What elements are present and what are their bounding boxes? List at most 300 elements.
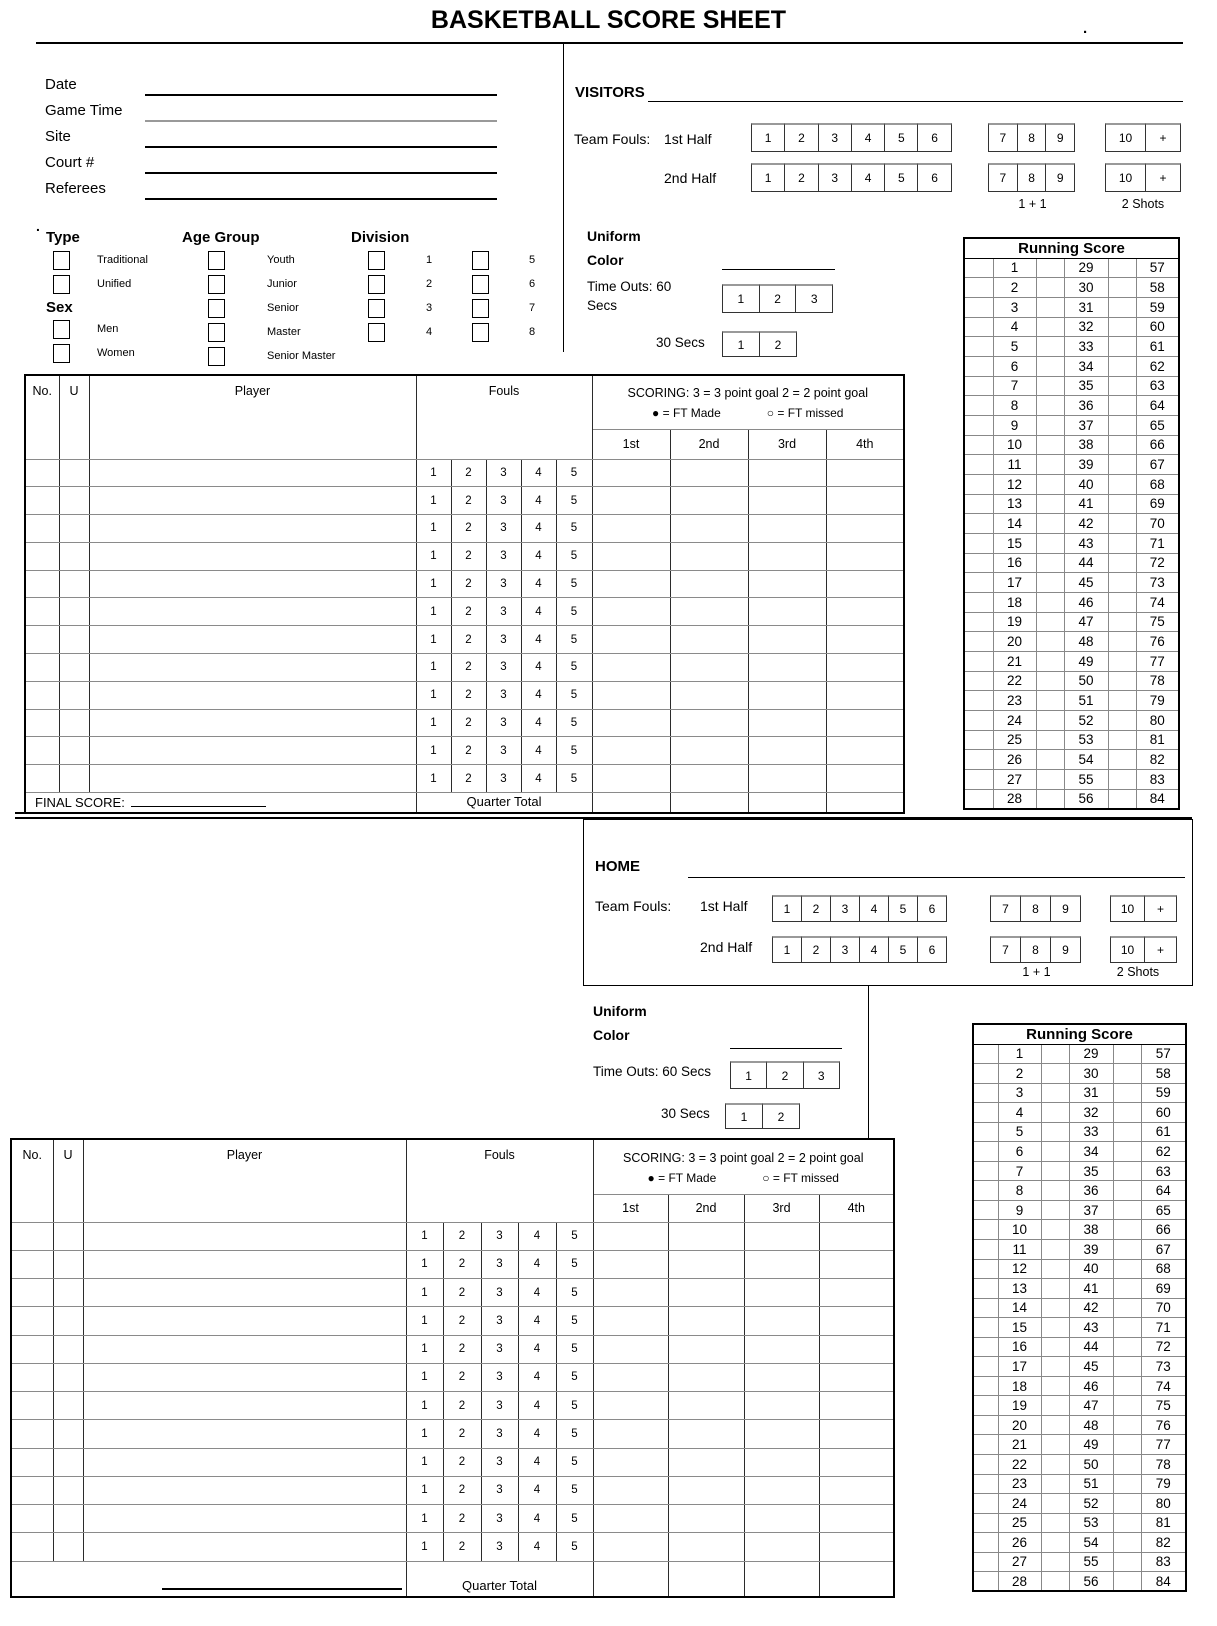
running-score-mark-cell[interactable] [964,553,993,573]
player-no-cell[interactable] [25,542,59,570]
running-score-number[interactable]: 48 [1069,1415,1113,1435]
running-score-mark-cell[interactable] [973,1142,998,1162]
foul-count-cell[interactable]: 2 [451,515,486,543]
home-color-line[interactable] [730,1031,842,1049]
player-u-cell[interactable] [59,765,89,793]
visitors-team-foul-box[interactable]: 1 [751,123,785,152]
running-score-number[interactable]: 23 [998,1474,1041,1494]
home-team-foul-box[interactable]: 9 [1050,936,1081,963]
running-score-number[interactable]: 67 [1141,1239,1186,1259]
running-score-number[interactable]: 15 [993,533,1036,553]
running-score-mark-cell[interactable] [1041,1494,1069,1514]
player-u-cell[interactable] [59,654,89,682]
running-score-mark-cell[interactable] [1041,1181,1069,1201]
running-score-mark-cell[interactable] [1113,1376,1141,1396]
running-score-number[interactable]: 47 [1069,1396,1113,1416]
running-score-mark-cell[interactable] [1036,730,1064,750]
running-score-number[interactable]: 27 [998,1552,1041,1572]
foul-count-cell[interactable]: 2 [443,1505,481,1533]
foul-count-cell[interactable]: 1 [406,1448,443,1476]
quarter-score-cell[interactable] [826,626,904,654]
division-checkbox[interactable] [368,299,385,318]
foul-count-cell[interactable]: 3 [481,1505,518,1533]
running-score-number[interactable]: 46 [1069,1376,1113,1396]
quarter-score-cell[interactable] [819,1533,894,1561]
division-checkbox[interactable] [472,299,489,318]
visitors-team-foul-box[interactable]: 5 [884,123,918,152]
foul-count-cell[interactable]: 4 [521,737,556,765]
player-no-cell[interactable] [25,765,59,793]
quarter-score-cell[interactable] [670,737,748,765]
quarter-score-cell[interactable] [592,459,670,487]
quarter-score-cell[interactable] [744,1250,819,1278]
running-score-mark-cell[interactable] [973,1122,998,1142]
quarter-score-cell[interactable] [826,515,904,543]
running-score-mark-cell[interactable] [1108,514,1136,534]
foul-count-cell[interactable]: 4 [521,487,556,515]
info-field-line[interactable] [145,146,497,148]
running-score-mark-cell[interactable] [964,455,993,475]
foul-count-cell[interactable]: 5 [556,737,592,765]
foul-count-cell[interactable]: 4 [518,1222,556,1250]
final-score-line[interactable] [131,794,266,807]
running-score-mark-cell[interactable] [973,1259,998,1279]
info-field-line[interactable] [145,94,497,96]
quarter-score-cell[interactable] [668,1363,744,1391]
player-no-cell[interactable] [25,626,59,654]
running-score-mark-cell[interactable] [1036,337,1064,357]
running-score-mark-cell[interactable] [964,612,993,632]
visitors-team-foul-box[interactable]: 3 [818,123,852,152]
running-score-mark-cell[interactable] [1036,769,1064,789]
foul-count-cell[interactable]: 1 [406,1250,443,1278]
home-team-foul-box[interactable]: 7 [990,895,1021,922]
running-score-mark-cell[interactable] [1036,356,1064,376]
type-checkbox[interactable] [53,251,70,270]
running-score-mark-cell[interactable] [1113,1161,1141,1181]
running-score-mark-cell[interactable] [973,1396,998,1416]
player-no-cell[interactable] [11,1279,53,1307]
foul-count-cell[interactable]: 1 [406,1222,443,1250]
foul-count-cell[interactable]: 1 [406,1335,443,1363]
visitors-team-foul-box[interactable]: 9 [1045,163,1075,192]
quarter-score-cell[interactable] [748,487,826,515]
running-score-mark-cell[interactable] [1108,258,1136,278]
home-team-foul-box[interactable]: 6 [917,936,947,963]
quarter-score-cell[interactable] [826,709,904,737]
running-score-mark-cell[interactable] [973,1474,998,1494]
running-score-number[interactable]: 41 [1064,494,1108,514]
running-score-number[interactable]: 65 [1136,415,1179,435]
running-score-number[interactable]: 32 [1064,317,1108,337]
running-score-mark-cell[interactable] [964,651,993,671]
home-team-foul-box[interactable]: 7 [990,936,1021,963]
running-score-number[interactable]: 19 [993,612,1036,632]
running-score-number[interactable]: 51 [1064,691,1108,711]
player-name-cell[interactable] [89,459,416,487]
running-score-number[interactable]: 71 [1141,1318,1186,1338]
running-score-number[interactable]: 42 [1064,514,1108,534]
foul-count-cell[interactable]: 1 [416,765,451,793]
running-score-number[interactable]: 71 [1136,533,1179,553]
player-no-cell[interactable] [11,1420,53,1448]
foul-count-cell[interactable]: 3 [481,1420,518,1448]
home-team-foul-box[interactable]: 10 [1110,895,1145,922]
quarter-score-cell[interactable] [592,598,670,626]
quarter-score-cell[interactable] [593,1420,668,1448]
player-name-cell[interactable] [83,1363,406,1391]
running-score-mark-cell[interactable] [1036,553,1064,573]
running-score-mark-cell[interactable] [1113,1435,1141,1455]
running-score-mark-cell[interactable] [1113,1494,1141,1514]
foul-count-cell[interactable]: 4 [521,626,556,654]
running-score-number[interactable]: 58 [1141,1064,1186,1084]
quarter-score-cell[interactable] [593,1448,668,1476]
running-score-number[interactable]: 8 [998,1181,1041,1201]
visitors-team-foul-box[interactable]: 8 [1017,163,1047,192]
running-score-number[interactable]: 45 [1064,573,1108,593]
foul-count-cell[interactable]: 3 [481,1250,518,1278]
player-no-cell[interactable] [11,1448,53,1476]
foul-count-cell[interactable]: 4 [518,1279,556,1307]
running-score-mark-cell[interactable] [1108,278,1136,298]
running-score-number[interactable]: 11 [998,1239,1041,1259]
running-score-mark-cell[interactable] [1113,1083,1141,1103]
foul-count-cell[interactable]: 4 [518,1250,556,1278]
foul-count-cell[interactable]: 3 [486,570,521,598]
running-score-number[interactable]: 82 [1136,750,1179,770]
quarter-score-cell[interactable] [748,765,826,793]
info-field-line[interactable] [145,172,497,174]
visitors-team-foul-box[interactable]: 6 [917,123,951,152]
visitors-team-foul-box[interactable]: 5 [884,163,918,192]
foul-count-cell[interactable]: 2 [451,765,486,793]
player-u-cell[interactable] [53,1476,83,1504]
foul-count-cell[interactable]: 4 [521,598,556,626]
foul-count-cell[interactable]: 2 [443,1533,481,1561]
running-score-mark-cell[interactable] [973,1337,998,1357]
running-score-number[interactable]: 62 [1136,356,1179,376]
player-u-cell[interactable] [53,1448,83,1476]
running-score-mark-cell[interactable] [1041,1396,1069,1416]
age-group-checkbox[interactable] [208,275,225,294]
foul-count-cell[interactable]: 4 [518,1533,556,1561]
quarter-score-cell[interactable] [748,709,826,737]
division-checkbox[interactable] [368,275,385,294]
running-score-number[interactable]: 4 [993,317,1036,337]
player-name-cell[interactable] [83,1448,406,1476]
running-score-mark-cell[interactable] [1113,1239,1141,1259]
foul-count-cell[interactable]: 3 [481,1279,518,1307]
running-score-mark-cell[interactable] [1041,1435,1069,1455]
quarter-score-cell[interactable] [593,1335,668,1363]
foul-count-cell[interactable]: 4 [518,1448,556,1476]
running-score-number[interactable]: 84 [1136,789,1179,809]
home-team-foul-box[interactable]: 4 [859,895,889,922]
foul-count-cell[interactable]: 1 [416,515,451,543]
foul-count-cell[interactable]: 3 [486,737,521,765]
running-score-mark-cell[interactable] [973,1181,998,1201]
quarter-score-cell[interactable] [592,654,670,682]
quarter-score-cell[interactable] [668,1420,744,1448]
running-score-number[interactable]: 77 [1141,1435,1186,1455]
quarter-score-cell[interactable] [826,598,904,626]
running-score-number[interactable]: 6 [993,356,1036,376]
player-u-cell[interactable] [53,1533,83,1561]
running-score-mark-cell[interactable] [973,1376,998,1396]
quarter-total-cell[interactable] [826,793,904,813]
foul-count-cell[interactable]: 3 [486,681,521,709]
running-score-number[interactable]: 51 [1069,1474,1113,1494]
running-score-mark-cell[interactable] [973,1200,998,1220]
running-score-mark-cell[interactable] [1113,1220,1141,1240]
player-no-cell[interactable] [11,1335,53,1363]
quarter-score-cell[interactable] [748,598,826,626]
player-u-cell[interactable] [59,542,89,570]
running-score-mark-cell[interactable] [1041,1142,1069,1162]
player-name-cell[interactable] [89,570,416,598]
running-score-mark-cell[interactable] [964,533,993,553]
running-score-mark-cell[interactable] [1108,435,1136,455]
running-score-number[interactable]: 43 [1069,1318,1113,1338]
running-score-mark-cell[interactable] [1113,1200,1141,1220]
home-team-foul-box[interactable]: 8 [1020,895,1051,922]
home-team-foul-box[interactable]: 1 [772,936,802,963]
division-checkbox[interactable] [368,323,385,342]
player-name-cell[interactable] [83,1505,406,1533]
quarter-score-cell[interactable] [592,737,670,765]
running-score-mark-cell[interactable] [1113,1337,1141,1357]
home-timeout60-box[interactable]: 3 [803,1061,840,1089]
age-group-checkbox[interactable] [208,299,225,318]
running-score-number[interactable]: 36 [1069,1181,1113,1201]
running-score-number[interactable]: 44 [1064,553,1108,573]
running-score-mark-cell[interactable] [1108,455,1136,475]
quarter-score-cell[interactable] [819,1476,894,1504]
running-score-number[interactable]: 27 [993,769,1036,789]
age-group-checkbox[interactable] [208,323,225,342]
quarter-score-cell[interactable] [748,515,826,543]
running-score-number[interactable]: 31 [1069,1083,1113,1103]
running-score-mark-cell[interactable] [1036,376,1064,396]
home-timeout60-box[interactable]: 2 [766,1061,803,1089]
running-score-mark-cell[interactable] [1108,750,1136,770]
running-score-mark-cell[interactable] [1113,1474,1141,1494]
foul-count-cell[interactable]: 3 [481,1533,518,1561]
running-score-number[interactable]: 29 [1064,258,1108,278]
running-score-number[interactable]: 35 [1069,1161,1113,1181]
player-no-cell[interactable] [11,1392,53,1420]
running-score-number[interactable]: 49 [1069,1435,1113,1455]
running-score-number[interactable]: 1 [993,258,1036,278]
player-no-cell[interactable] [11,1250,53,1278]
running-score-mark-cell[interactable] [1108,533,1136,553]
running-score-mark-cell[interactable] [1113,1533,1141,1553]
running-score-number[interactable]: 39 [1069,1239,1113,1259]
running-score-number[interactable]: 40 [1069,1259,1113,1279]
player-no-cell[interactable] [25,598,59,626]
foul-count-cell[interactable]: 5 [556,515,592,543]
visitors-team-foul-box[interactable]: 2 [784,123,818,152]
foul-count-cell[interactable]: 3 [481,1307,518,1335]
running-score-mark-cell[interactable] [964,396,993,416]
running-score-number[interactable]: 46 [1064,592,1108,612]
running-score-number[interactable]: 38 [1064,435,1108,455]
player-u-cell[interactable] [53,1250,83,1278]
foul-count-cell[interactable]: 2 [443,1392,481,1420]
running-score-mark-cell[interactable] [973,1064,998,1084]
player-u-cell[interactable] [59,709,89,737]
running-score-number[interactable]: 54 [1064,750,1108,770]
player-no-cell[interactable] [25,515,59,543]
quarter-score-cell[interactable] [593,1392,668,1420]
running-score-number[interactable]: 23 [993,691,1036,711]
home-team-foul-box[interactable]: 2 [801,936,831,963]
running-score-mark-cell[interactable] [964,592,993,612]
running-score-number[interactable]: 24 [993,710,1036,730]
quarter-score-cell[interactable] [744,1448,819,1476]
player-name-cell[interactable] [89,626,416,654]
quarter-score-cell[interactable] [744,1222,819,1250]
running-score-number[interactable]: 58 [1136,278,1179,298]
player-name-cell[interactable] [83,1533,406,1561]
quarter-total-cell[interactable] [744,1561,819,1597]
visitors-team-foul-box[interactable]: 1 [751,163,785,192]
foul-count-cell[interactable]: 2 [451,598,486,626]
foul-count-cell[interactable]: 4 [518,1392,556,1420]
running-score-number[interactable]: 74 [1141,1376,1186,1396]
running-score-number[interactable]: 64 [1141,1181,1186,1201]
player-no-cell[interactable] [25,709,59,737]
visitors-timeout60-box[interactable]: 3 [795,284,833,313]
foul-count-cell[interactable]: 4 [521,542,556,570]
visitors-team-foul-box[interactable]: 2 [784,163,818,192]
running-score-number[interactable]: 14 [993,514,1036,534]
home-team-foul-box[interactable]: 1 [772,895,802,922]
foul-count-cell[interactable]: 4 [518,1363,556,1391]
home-team-foul-box[interactable]: 3 [830,895,860,922]
foul-count-cell[interactable]: 1 [406,1307,443,1335]
running-score-mark-cell[interactable] [1108,553,1136,573]
foul-count-cell[interactable]: 5 [556,1476,593,1504]
running-score-number[interactable]: 84 [1141,1572,1186,1592]
running-score-mark-cell[interactable] [973,1239,998,1259]
running-score-mark-cell[interactable] [1108,297,1136,317]
running-score-number[interactable]: 53 [1069,1513,1113,1533]
quarter-score-cell[interactable] [668,1222,744,1250]
division-checkbox[interactable] [472,323,489,342]
quarter-total-cell[interactable] [668,1561,744,1597]
foul-count-cell[interactable]: 3 [486,654,521,682]
home-team-foul-box[interactable]: 6 [917,895,947,922]
running-score-number[interactable]: 80 [1136,710,1179,730]
home-team-name-line[interactable] [688,860,1185,878]
running-score-mark-cell[interactable] [1108,789,1136,809]
running-score-number[interactable]: 67 [1136,455,1179,475]
running-score-number[interactable]: 9 [993,415,1036,435]
running-score-number[interactable]: 40 [1064,474,1108,494]
player-name-cell[interactable] [83,1420,406,1448]
foul-count-cell[interactable]: 5 [556,709,592,737]
foul-count-cell[interactable]: 1 [416,681,451,709]
quarter-score-cell[interactable] [668,1250,744,1278]
foul-count-cell[interactable]: 5 [556,654,592,682]
running-score-number[interactable]: 75 [1141,1396,1186,1416]
running-score-number[interactable]: 57 [1136,258,1179,278]
running-score-number[interactable]: 28 [998,1572,1041,1592]
player-name-cell[interactable] [89,765,416,793]
running-score-mark-cell[interactable] [1036,533,1064,553]
running-score-number[interactable]: 31 [1064,297,1108,317]
running-score-number[interactable]: 2 [998,1064,1041,1084]
home-team-foul-box[interactable]: 10 [1110,936,1145,963]
running-score-number[interactable]: 79 [1141,1474,1186,1494]
running-score-mark-cell[interactable] [1041,1454,1069,1474]
visitors-team-foul-box[interactable]: + [1145,123,1181,152]
running-score-mark-cell[interactable] [964,710,993,730]
running-score-number[interactable]: 12 [993,474,1036,494]
running-score-number[interactable]: 22 [993,671,1036,691]
quarter-score-cell[interactable] [670,487,748,515]
running-score-number[interactable]: 48 [1064,632,1108,652]
visitors-team-foul-box[interactable]: 6 [917,163,951,192]
running-score-number[interactable]: 43 [1064,533,1108,553]
running-score-mark-cell[interactable] [1108,671,1136,691]
running-score-number[interactable]: 9 [998,1200,1041,1220]
running-score-mark-cell[interactable] [1108,396,1136,416]
running-score-mark-cell[interactable] [1036,710,1064,730]
quarter-score-cell[interactable] [670,654,748,682]
player-u-cell[interactable] [53,1279,83,1307]
running-score-mark-cell[interactable] [1108,415,1136,435]
foul-count-cell[interactable]: 3 [481,1222,518,1250]
quarter-score-cell[interactable] [748,542,826,570]
running-score-number[interactable]: 37 [1069,1200,1113,1220]
running-score-mark-cell[interactable] [1113,1357,1141,1377]
info-field-line[interactable] [145,198,497,200]
player-name-cell[interactable] [83,1279,406,1307]
division-checkbox[interactable] [472,251,489,270]
running-score-mark-cell[interactable] [1108,573,1136,593]
foul-count-cell[interactable]: 2 [443,1420,481,1448]
quarter-score-cell[interactable] [593,1279,668,1307]
running-score-number[interactable]: 20 [998,1415,1041,1435]
visitors-team-foul-box[interactable]: 7 [988,123,1018,152]
player-u-cell[interactable] [59,737,89,765]
quarter-score-cell[interactable] [593,1250,668,1278]
running-score-mark-cell[interactable] [1041,1474,1069,1494]
foul-count-cell[interactable]: 5 [556,626,592,654]
quarter-score-cell[interactable] [744,1533,819,1561]
quarter-score-cell[interactable] [826,542,904,570]
running-score-mark-cell[interactable] [1036,592,1064,612]
running-score-mark-cell[interactable] [1041,1259,1069,1279]
foul-count-cell[interactable]: 5 [556,1335,593,1363]
running-score-mark-cell[interactable] [964,750,993,770]
running-score-number[interactable]: 18 [998,1376,1041,1396]
running-score-number[interactable]: 66 [1141,1220,1186,1240]
quarter-score-cell[interactable] [668,1335,744,1363]
running-score-number[interactable]: 81 [1141,1513,1186,1533]
running-score-mark-cell[interactable] [964,573,993,593]
running-score-mark-cell[interactable] [1036,258,1064,278]
player-u-cell[interactable] [53,1505,83,1533]
quarter-score-cell[interactable] [819,1420,894,1448]
running-score-number[interactable]: 59 [1141,1083,1186,1103]
running-score-number[interactable]: 37 [1064,415,1108,435]
foul-count-cell[interactable]: 1 [406,1505,443,1533]
running-score-mark-cell[interactable] [973,1357,998,1377]
